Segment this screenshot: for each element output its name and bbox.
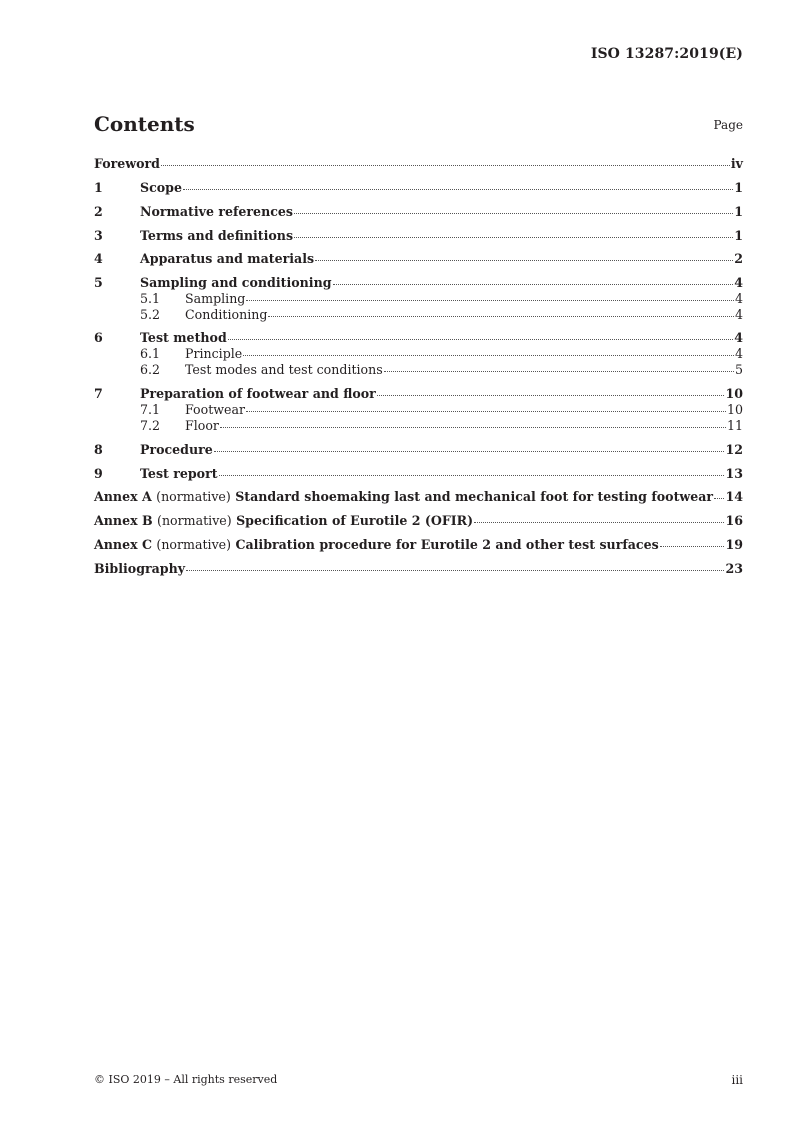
toc-entry-footwear[interactable] <box>94 402 743 417</box>
toc-entry-title: Conditioning <box>185 307 268 322</box>
toc-entry-number: 3 <box>94 228 103 243</box>
toc-entry-conditioning[interactable] <box>94 307 743 322</box>
toc-entry-page: 4 <box>734 330 743 345</box>
toc-entry-title: Scope <box>140 180 182 195</box>
leader-dots <box>243 354 734 356</box>
toc-entry-page: iv <box>730 156 743 171</box>
leader-dots <box>228 338 733 340</box>
toc-entry-number: 5.2 <box>140 307 161 322</box>
annex-normative: (normative) <box>156 537 232 552</box>
toc-entry-number: 1 <box>94 180 103 195</box>
toc-entry-title: Procedure <box>140 442 213 457</box>
toc-entry-scope[interactable] <box>94 180 743 195</box>
leader-dots <box>219 474 725 476</box>
toc-entry-number: 5.1 <box>140 291 161 306</box>
toc-entry-terms-definitions[interactable] <box>94 228 743 243</box>
leader-dots <box>714 497 724 499</box>
toc-entry-number: 2 <box>94 204 103 219</box>
leader-dots <box>161 164 730 166</box>
toc-entry-title: Principle <box>185 346 243 361</box>
toc-entry-annex-c[interactable] <box>94 537 743 552</box>
page-column-label: Page <box>713 118 743 132</box>
toc-entry-procedure[interactable] <box>94 442 743 457</box>
toc-entry-number: 7.1 <box>140 402 161 417</box>
toc-entry-title: Sampling and conditioning <box>140 275 332 290</box>
toc-entry-page: 4 <box>734 307 743 322</box>
toc-entry-title: Test modes and test conditions <box>185 362 383 377</box>
toc-entry-foreword[interactable] <box>94 156 743 171</box>
toc-entry-page: 1 <box>734 180 743 195</box>
toc-entry-number: 6.2 <box>140 362 161 377</box>
toc-entry-annex-b[interactable] <box>94 513 743 528</box>
toc-entry-sampling[interactable] <box>94 291 743 306</box>
toc-entry-number: 4 <box>94 251 103 266</box>
toc-entry-page: 19 <box>725 537 743 552</box>
toc-entry-title: Bibliography <box>94 561 186 576</box>
toc-entry-page: 4 <box>734 291 743 306</box>
toc-entry-title: Sampling <box>185 291 246 306</box>
header-doc-code: ISO 13287:2019(E) <box>590 46 743 62</box>
annex-title: Calibration procedure for Eurotile 2 and other test surfaces <box>235 537 659 552</box>
toc-entry-normative-references[interactable] <box>94 204 743 219</box>
toc-entry-test-modes[interactable] <box>94 362 743 377</box>
toc-entry-number: 8 <box>94 442 103 457</box>
leader-dots <box>186 569 724 571</box>
toc-entry-page: 10 <box>725 386 743 401</box>
toc-entry-title: Foreword <box>94 156 160 171</box>
leader-dots <box>246 410 726 412</box>
leader-dots <box>183 188 733 190</box>
annex-prefix: Annex B <box>94 513 153 528</box>
toc-entry-title: Apparatus and materials <box>140 251 315 266</box>
toc-entry-apparatus[interactable] <box>94 251 743 266</box>
toc-entry-page: 16 <box>725 513 743 528</box>
toc-entry-number: 6 <box>94 330 103 345</box>
leader-dots <box>246 299 734 301</box>
toc-entry-page: 2 <box>734 251 743 266</box>
annex-prefix: Annex A <box>94 489 152 504</box>
toc-entry-title: Test report <box>140 466 218 481</box>
toc-entry-floor[interactable] <box>94 418 743 433</box>
toc-entry-title: Test method <box>140 330 227 345</box>
annex-prefix: Annex C <box>94 537 153 552</box>
leader-dots <box>377 394 725 396</box>
toc-entry-page: 11 <box>726 418 743 433</box>
leader-dots <box>315 259 733 261</box>
toc-entry-title <box>94 513 473 528</box>
toc-entry-title: Footwear <box>185 402 246 417</box>
toc-entry-title: Preparation of footwear and floor <box>140 386 376 401</box>
toc-entry-page: 1 <box>734 204 743 219</box>
toc-entry-title: Normative references <box>140 204 294 219</box>
toc-entry-preparation[interactable] <box>94 386 743 401</box>
toc-entry-title <box>94 489 713 504</box>
leader-dots <box>268 315 734 317</box>
annex-normative: (normative) <box>156 489 231 504</box>
toc-entry-page: 5 <box>734 362 743 377</box>
leader-dots <box>660 545 725 547</box>
leader-dots <box>294 236 733 238</box>
toc-entry-test-report[interactable] <box>94 466 743 481</box>
toc-entry-page: 23 <box>725 561 743 576</box>
leader-dots <box>294 212 733 214</box>
toc-entry-page: 4 <box>734 275 743 290</box>
contents-title: Contents <box>94 112 195 136</box>
annex-title: Standard shoemaking last and mechanical foot for testing footwear <box>235 489 714 504</box>
annex-title: Specification of Eurotile 2 (OFIR) <box>236 513 474 528</box>
leader-dots <box>333 283 734 285</box>
toc-entry-principle[interactable] <box>94 346 743 361</box>
toc-entry-number: 6.1 <box>140 346 161 361</box>
leader-dots <box>214 450 725 452</box>
toc-entry-number: 7 <box>94 386 103 401</box>
footer-copyright: © ISO 2019 – All rights reserved <box>94 1073 278 1086</box>
toc-entry-title: Floor <box>185 418 219 433</box>
leader-dots <box>474 521 724 523</box>
toc-entry-title <box>94 537 659 552</box>
toc-entry-page: 4 <box>734 346 743 361</box>
toc-entry-title: Terms and definitions <box>140 228 294 243</box>
toc-entry-page: 14 <box>725 489 743 504</box>
toc-entry-page: 13 <box>725 466 743 481</box>
toc-entry-bibliography[interactable] <box>94 561 743 576</box>
toc-entry-number: 7.2 <box>140 418 161 433</box>
toc-entry-page: 10 <box>726 402 743 417</box>
annex-normative: (normative) <box>157 513 232 528</box>
toc-entry-test-method[interactable] <box>94 330 743 345</box>
toc-entry-sampling-conditioning[interactable] <box>94 275 743 290</box>
toc-entry-annex-a[interactable] <box>94 489 743 504</box>
toc-entry-number: 5 <box>94 275 103 290</box>
toc-entry-page: 12 <box>725 442 743 457</box>
leader-dots <box>384 370 734 372</box>
leader-dots <box>220 426 726 428</box>
toc-entry-number: 9 <box>94 466 103 481</box>
toc-entry-page: 1 <box>734 228 743 243</box>
footer-page-number: iii <box>731 1073 743 1087</box>
